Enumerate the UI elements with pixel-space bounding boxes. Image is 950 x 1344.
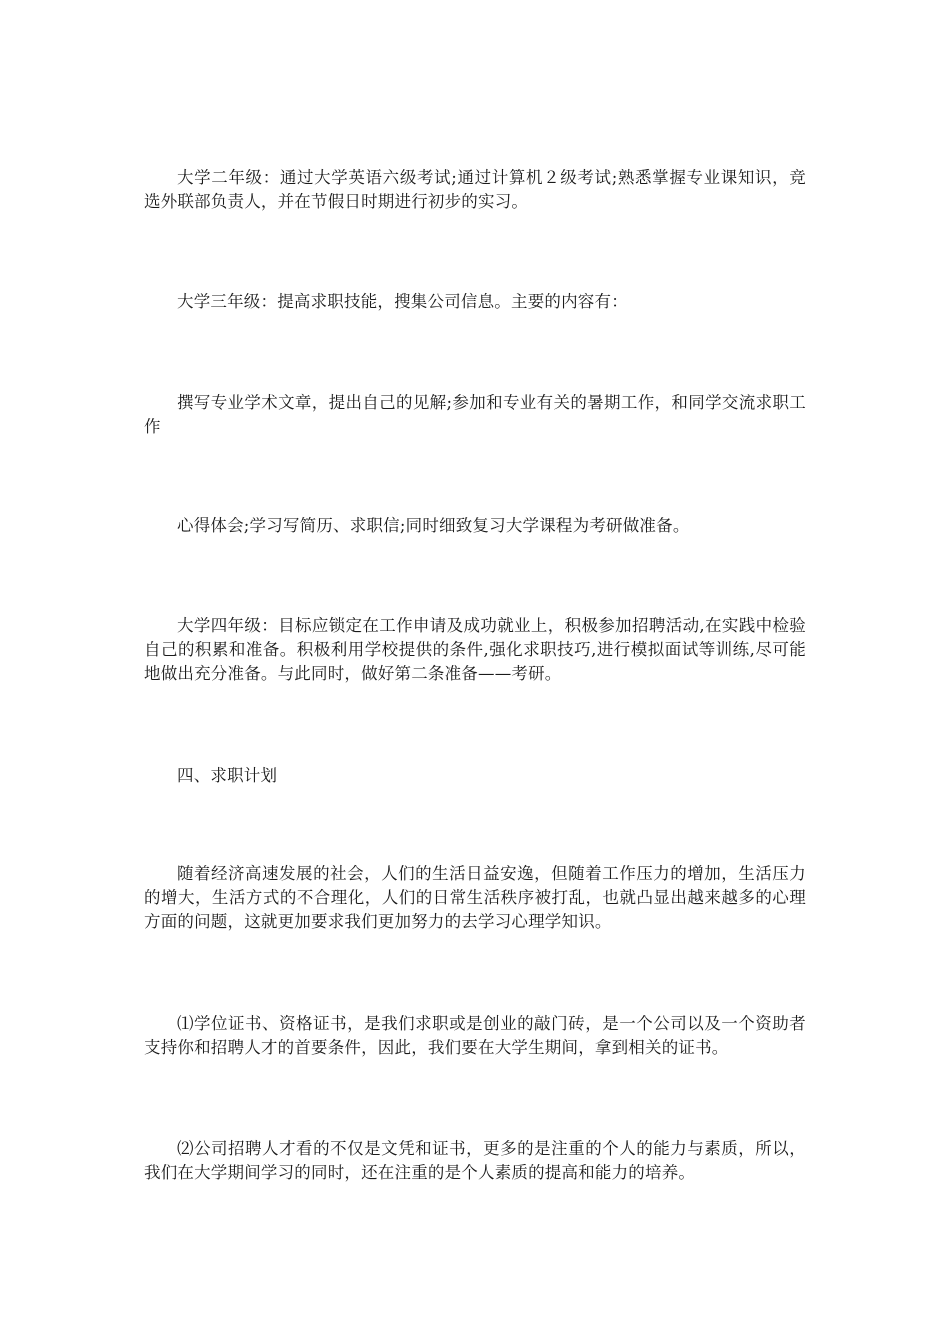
paragraph-job-plan-intro: 随着经济高速发展的社会，人们的生活日益安逸，但随着工作压力的增加，生活压力的增大，生活方式的不合理化，人们的日常生活秩序被打乱，也就凸显出越来越多的心理方面的问题，这就更加要求我们更加努力的去学习心理学知识。 (144, 864, 806, 931)
paragraph-sophomore-year: 大学二年级：通过大学英语六级考试;通过计算机２级考试;熟悉掌握专业课知识，竞选外联部负责人，并在节假日时期进行初步的实习。 (144, 168, 806, 211)
paragraph-junior-year: 大学三年级：提高求职技能，搜集公司信息。主要的内容有： (177, 292, 628, 311)
paragraph-certificates: ⑴学位证书、资格证书，是我们求职或是创业的敲门砖，是一个公司以及一个资助者支持你和招聘人才的首要条件，因此，我们要在大学生期间，拿到相关的证书。 (144, 1014, 806, 1057)
paragraph-abilities: ⑵公司招聘人才看的不仅是文凭和证书，更多的是注重的个人的能力与素质，所以，我们在大学期间学习的同时，还在注重的是个人素质的提高和能力的培养。 (144, 1139, 806, 1182)
section-heading-job-plan: 四、求职计划 (177, 766, 278, 785)
paragraph-junior-tasks: 撰写专业学术文章，提出自己的见解;参加和专业有关的暑期工作，和同学交流求职工作 (144, 393, 806, 436)
paragraph-senior-year: 大学四年级：目标应锁定在工作申请及成功就业上，积极参加招聘活动,在实践中检验自己的积累和准备。积极利用学校提供的条件,强化求职技巧,进行模拟面试等训练,尽可能地做出充分准备。与此同时，做好第二条准备——考研。 (144, 616, 806, 683)
paragraph-junior-tasks-cont: 心得体会;学习写简历、求职信;同时细致复习大学课程为考研做准备。 (177, 516, 690, 535)
